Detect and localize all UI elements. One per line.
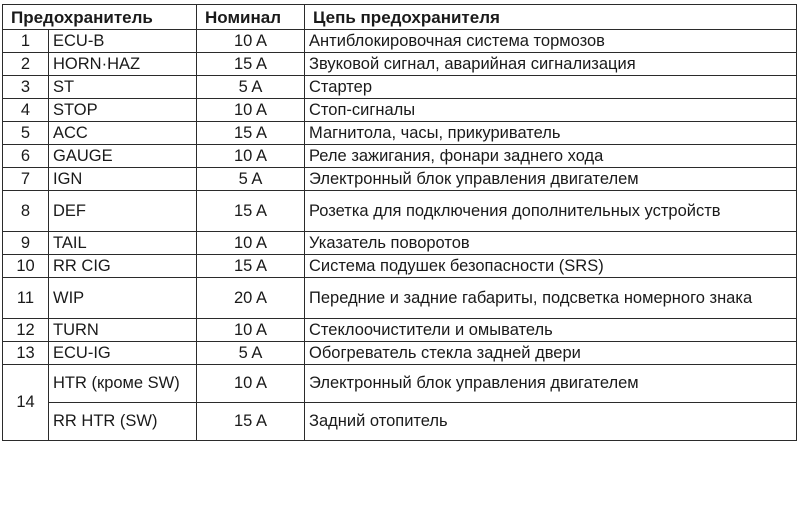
fuse-circuit: Стоп-сигналы: [305, 99, 797, 122]
table-row: [3, 168, 797, 191]
fuse-circuit: Реле зажигания, фонари заднего хода: [305, 145, 797, 168]
fuse-name: RR HTR (SW): [49, 403, 197, 441]
table-row: [3, 319, 797, 342]
table-row: [3, 342, 797, 365]
fuse-number: 6: [3, 145, 49, 168]
fuse-number: 11: [3, 278, 49, 319]
table-body: [3, 30, 797, 441]
fuse-name: HORN·HAZ: [49, 53, 197, 76]
fuse-rating: 15 A: [197, 122, 305, 145]
fuse-number: 9: [3, 232, 49, 255]
fuse-number: 13: [3, 342, 49, 365]
fuse-name: HTR (кроме SW): [49, 365, 197, 403]
fuse-circuit: Система подушек безопасности (SRS): [305, 255, 797, 278]
fuse-rating: 15 A: [197, 255, 305, 278]
fuse-rating: 15 A: [197, 191, 305, 232]
fuse-number: 5: [3, 122, 49, 145]
fuse-circuit: Звуковой сигнал, аварийная сигнализация: [305, 53, 797, 76]
table-row: [3, 122, 797, 145]
fuse-rating: 5 A: [197, 342, 305, 365]
fuse-name: DEF: [49, 191, 197, 232]
fuse-rating: 10 A: [197, 365, 305, 403]
fuse-table: [2, 4, 797, 441]
table-row: [3, 76, 797, 99]
fuse-rating: 10 A: [197, 232, 305, 255]
fuse-rating: 10 A: [197, 319, 305, 342]
fuse-rating: 20 A: [197, 278, 305, 319]
fuse-number: 12: [3, 319, 49, 342]
fuse-name: ACC: [49, 122, 197, 145]
fuse-name: WIP: [49, 278, 197, 319]
fuse-rating: 15 A: [197, 403, 305, 441]
fuse-number: 3: [3, 76, 49, 99]
table-header: [3, 5, 797, 30]
fuse-circuit: Антиблокировочная система тормозов: [305, 30, 797, 53]
header-circuit: Цепь предохранителя: [305, 5, 797, 30]
fuse-rating: 15 A: [197, 53, 305, 76]
fuse-number: 7: [3, 168, 49, 191]
table-row: [3, 53, 797, 76]
table-row: [3, 365, 797, 403]
fuse-name: TURN: [49, 319, 197, 342]
fuse-circuit: Обогреватель стекла задней двери: [305, 342, 797, 365]
table-row: [3, 278, 797, 319]
fuse-number: 8: [3, 191, 49, 232]
fuse-name: ST: [49, 76, 197, 99]
fuse-name: IGN: [49, 168, 197, 191]
fuse-circuit: Передние и задние габариты, подсветка номерного знака: [305, 278, 797, 319]
header-rating: Номинал: [197, 5, 305, 30]
fuse-rating: 10 A: [197, 99, 305, 122]
fuse-circuit: Стартер: [305, 76, 797, 99]
header-fuse: Предохранитель: [3, 5, 197, 30]
fuse-circuit: Магнитола, часы, прикуриватель: [305, 122, 797, 145]
table-row: [3, 30, 797, 53]
fuse-number: 4: [3, 99, 49, 122]
header-row: [3, 5, 797, 30]
fuse-name: STOP: [49, 99, 197, 122]
fuse-circuit: Розетка для подключения дополнительных устройств: [305, 191, 797, 232]
fuse-circuit: Задний отопитель: [305, 403, 797, 441]
fuse-rating: 5 A: [197, 168, 305, 191]
fuse-number: 1: [3, 30, 49, 53]
table-row: [3, 232, 797, 255]
fuse-name: RR CIG: [49, 255, 197, 278]
fuse-rating: 10 A: [197, 30, 305, 53]
fuse-name: GAUGE: [49, 145, 197, 168]
fuse-circuit: Электронный блок управления двигателем: [305, 365, 797, 403]
table-row: [3, 403, 797, 441]
table-row: [3, 191, 797, 232]
table-row: [3, 255, 797, 278]
fuse-rating: 10 A: [197, 145, 305, 168]
fuse-circuit: Указатель поворотов: [305, 232, 797, 255]
fuse-name: TAIL: [49, 232, 197, 255]
fuse-number: 14: [3, 365, 49, 441]
fuse-circuit: Стеклоочистители и омыватель: [305, 319, 797, 342]
fuse-rating: 5 A: [197, 76, 305, 99]
fuse-circuit: Электронный блок управления двигателем: [305, 168, 797, 191]
fuse-number: 2: [3, 53, 49, 76]
fuse-name: ECU-B: [49, 30, 197, 53]
table-row: [3, 99, 797, 122]
fuse-name: ECU-IG: [49, 342, 197, 365]
table-row: [3, 145, 797, 168]
fuse-number: 10: [3, 255, 49, 278]
